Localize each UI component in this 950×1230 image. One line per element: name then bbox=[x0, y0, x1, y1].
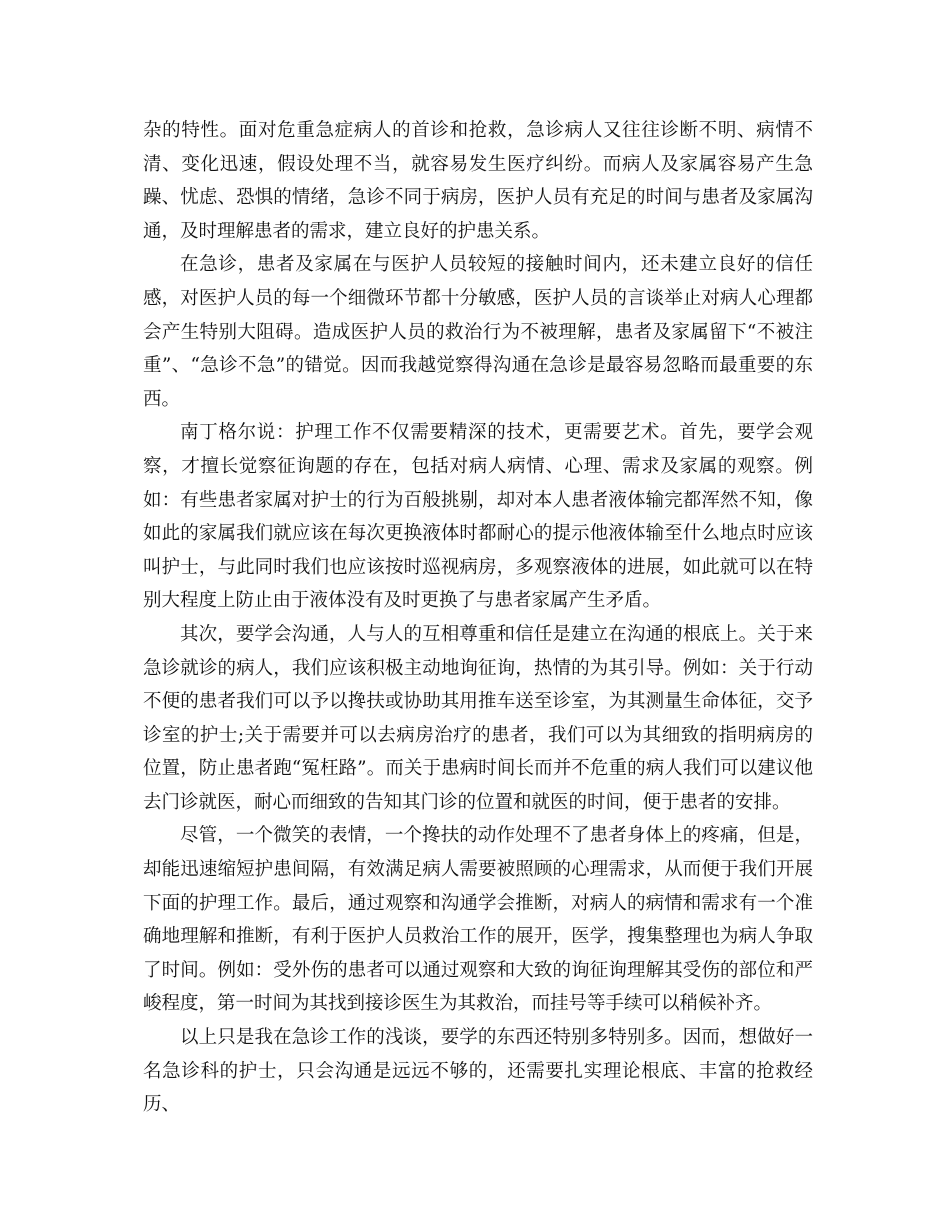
paragraph-1: 杂的特性。面对危重急症病人的首诊和抢救，急诊病人又往往诊断不明、病情不清、变化迅速，假设处理不当，就容易发生医疗纠纷。而病人及家属容易产生急躁、忧虑、恐惧的情绪，急诊不同于病房，医护人员有充足的时间与患者及家属沟通，及时理解患者的需求，建立良好的护患关系。 bbox=[143, 120, 813, 242]
paragraph-5: 尽管，一个微笑的表情，一个搀扶的动作处理不了患者身体上的疼痛，但是，却能迅速缩短护患间隔，有效满足病人需要被照顾的心理需求，从而便于我们开展下面的护理工作。最后，通过观察和沟通学会推断，对病人的病情和需求有一个准确地理解和推断，有利于医护人员救治工作的展开，医学，搜集整理也为病人争取了时间。例如：受外伤的患者可以通过观察和大致的询征询理解其受伤的部位和严峻程度，第一时间为其找到接诊医生为其救治，而挂号等手续可以稍候补齐。 bbox=[143, 825, 813, 1015]
paragraph-3: 南丁格尔说：护理工作不仅需要精深的技术，更需要艺术。首先，要学会观察，才擅长觉察征询题的存在，包括对病人病情、心理、需求及家属的观察。例如：有些患者家属对护士的行为百般挑剔，却对本人患者液体输完都浑然不知，像如此的家属我们就应该在每次更换液体时都耐心的提示他液体输至什么地点时应该叫护士，与此同时我们也应该按时巡视病房，多观察液体的进展，如此就可以在特别大程度上防止由于液体没有及时更换了与患者家属产生矛盾。 bbox=[143, 422, 813, 612]
paragraph-4: 其次，要学会沟通，人与人的互相尊重和信任是建立在沟通的根底上。关于来急诊就诊的病人，我们应该积极主动地询征询，热情的为其引导。例如：关于行动不便的患者我们可以予以搀扶或协助其用推车送至诊室，为其测量生命体征，交予诊室的护士;关于需要并可以去病房治疗的患者，我们可以为其细致的指明病房的位置，防止患者跑“冤枉路”。而关于患病时间长而并不危重的病人我们可以建议他去门诊就医，耐心而细致的告知其门诊的位置和就医的时间，便于患者的安排。 bbox=[143, 623, 813, 813]
document-body bbox=[143, 114, 813, 1122]
paragraph-6: 以上只是我在急诊工作的浅谈，要学的东西还特别多特别多。因而，想做好一名急诊科的护士，只会沟通是远远不够的，还需要扎实理论根底、丰富的抢救经历、 bbox=[143, 1027, 813, 1116]
paragraph-2: 在急诊，患者及家属在与医护人员较短的接触时间内，还未建立良好的信任感，对医护人员的每一个细微环节都十分敏感，医护人员的言谈举止对病人心理都会产生特别大阻碍。造成医护人员的救治行为不被理解，患者及家属留下“不被注重”、“急诊不急”的错觉。因而我越觉察得沟通在急诊是最容易忽略而最重要的东西。 bbox=[143, 254, 813, 410]
